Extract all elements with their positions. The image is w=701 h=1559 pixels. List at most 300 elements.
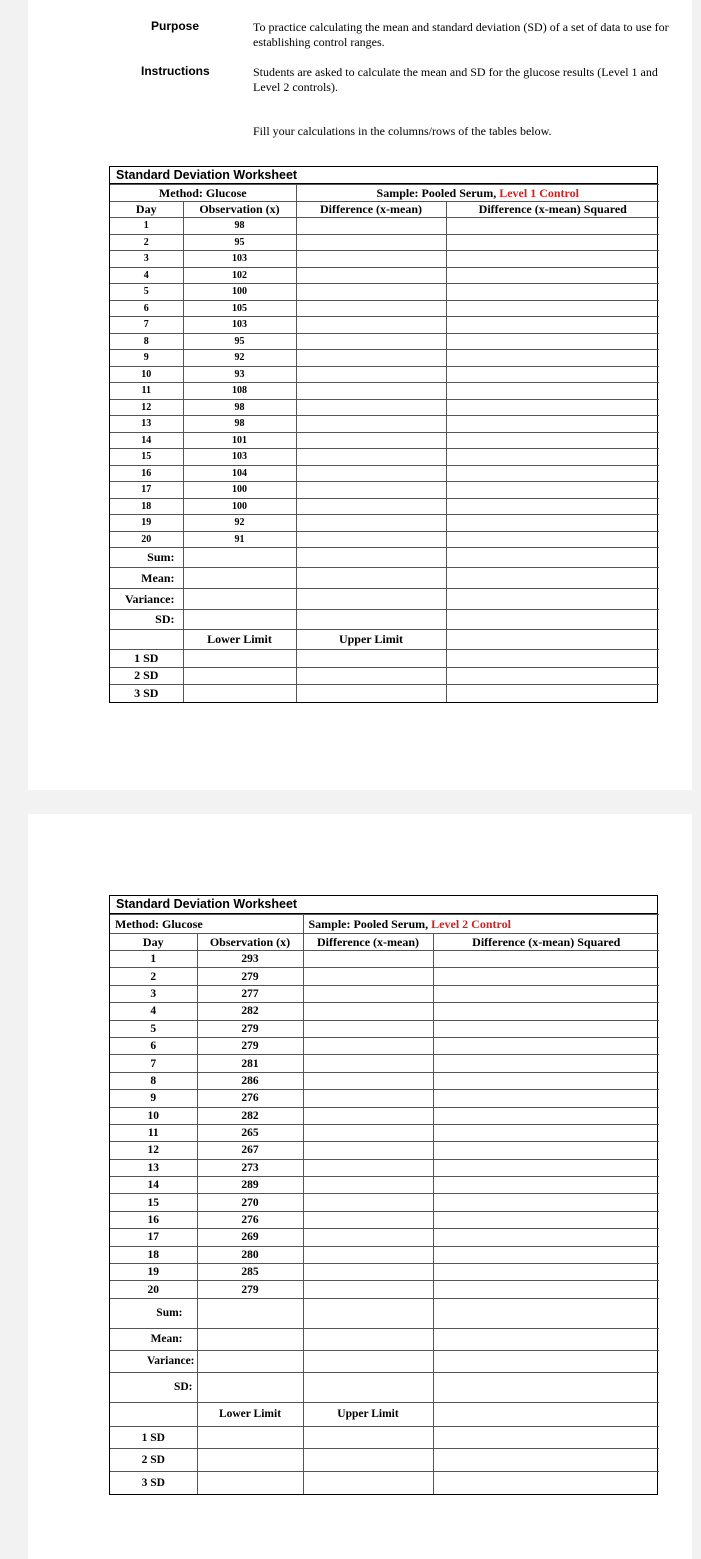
table-row (110, 350, 659, 367)
difference-cell[interactable] (303, 1107, 433, 1124)
day-cell: 7 (110, 1055, 197, 1072)
table-row (110, 1037, 659, 1054)
table-row (110, 968, 659, 985)
mean-squared-cell[interactable] (446, 568, 659, 589)
day-cell: 3 (110, 985, 197, 1002)
day-cell: 15 (110, 1194, 197, 1211)
observation-cell: 98 (183, 416, 296, 433)
difference-cell[interactable] (296, 366, 446, 383)
col-header-observation: Observation (x) (197, 934, 303, 951)
observation-cell: 282 (197, 1107, 303, 1124)
day-cell: 6 (110, 300, 183, 317)
sd-squared-cell[interactable] (433, 1372, 659, 1402)
purpose-text: To practice calculating the mean and standard deviation (SD) of a set of data to use for establishing control ranges. (253, 20, 669, 49)
table-row (110, 1177, 659, 1194)
sd-range-label-3: 3 SD (110, 1471, 197, 1494)
difference-cell[interactable] (296, 300, 446, 317)
upper-limit-cell[interactable] (303, 1449, 433, 1472)
day-cell: 14 (110, 1177, 197, 1194)
extra-cell[interactable] (446, 667, 659, 685)
observation-cell: 103 (183, 449, 296, 466)
squared-cell[interactable] (446, 531, 659, 548)
squared-cell[interactable] (433, 1020, 659, 1037)
difference-cell[interactable] (296, 449, 446, 466)
difference-cell[interactable] (303, 1124, 433, 1141)
worksheet-title: Standard Deviation Worksheet (110, 896, 657, 914)
upper-limit-cell[interactable] (296, 685, 446, 703)
difference-cell[interactable] (303, 1211, 433, 1228)
day-cell: 5 (110, 1020, 197, 1037)
observation-cell: 293 (197, 951, 303, 968)
squared-cell[interactable] (446, 366, 659, 383)
table-row (110, 333, 659, 350)
fill-instructions: Fill your calculations in the columns/rows of the tables below. (253, 124, 552, 138)
table-row (110, 1246, 659, 1263)
sum-label: Sum: (110, 548, 183, 568)
sample-level: Level 2 Control (431, 916, 511, 931)
observation-cell: 267 (197, 1142, 303, 1159)
observation-cell: 100 (183, 284, 296, 301)
squared-cell[interactable] (433, 1177, 659, 1194)
table-row (110, 234, 659, 251)
variance-squared-cell[interactable] (433, 1350, 659, 1372)
day-cell: 2 (110, 234, 183, 251)
day-cell: 8 (110, 1072, 197, 1089)
squared-cell[interactable] (433, 1124, 659, 1141)
squared-cell[interactable] (433, 1194, 659, 1211)
extra-cell[interactable] (446, 650, 659, 668)
lower-limit-header: Lower Limit (183, 630, 296, 650)
observation-cell: 273 (197, 1159, 303, 1176)
sum-squared-cell[interactable] (446, 548, 659, 568)
day-cell: 18 (110, 498, 183, 515)
difference-cell[interactable] (303, 1055, 433, 1072)
squared-cell[interactable] (433, 1281, 659, 1298)
table-row (110, 465, 659, 482)
difference-cell[interactable] (303, 1037, 433, 1054)
day-cell: 13 (110, 1159, 197, 1176)
sample-cell (296, 185, 659, 202)
difference-cell[interactable] (303, 951, 433, 968)
day-cell: 2 (110, 968, 197, 985)
day-cell: 20 (110, 531, 183, 548)
squared-cell[interactable] (446, 383, 659, 400)
squared-cell[interactable] (446, 317, 659, 334)
squared-cell[interactable] (446, 251, 659, 268)
difference-cell[interactable] (303, 968, 433, 985)
lower-limit-header: Lower Limit (197, 1402, 303, 1426)
squared-cell[interactable] (433, 1264, 659, 1281)
observation-cell: 91 (183, 531, 296, 548)
table-row (110, 432, 659, 449)
day-cell: 14 (110, 432, 183, 449)
squared-cell[interactable] (446, 218, 659, 235)
table-row (110, 1229, 659, 1246)
sd-range-row (110, 1471, 659, 1494)
table-row (110, 416, 659, 433)
squared-cell[interactable] (446, 234, 659, 251)
difference-cell[interactable] (296, 251, 446, 268)
sd-range-label-3: 3 SD (110, 685, 183, 703)
method-label: Method: Glucose (158, 185, 247, 200)
sd-label: SD: (110, 1372, 197, 1402)
day-cell: 12 (110, 1142, 197, 1159)
sd-range-label-1: 1 SD (110, 650, 183, 668)
table-row (110, 1159, 659, 1176)
limits-blank-cell-2 (446, 630, 659, 650)
page-1 (28, 0, 692, 790)
variance-row (110, 589, 659, 610)
table-row (110, 1124, 659, 1141)
lower-limit-cell[interactable] (197, 1449, 303, 1472)
upper-limit-cell[interactable] (303, 1426, 433, 1449)
mean-value-cell[interactable] (197, 1328, 303, 1350)
sd-label: SD: (110, 610, 183, 630)
difference-cell[interactable] (303, 1194, 433, 1211)
observation-cell: 276 (197, 1090, 303, 1107)
difference-cell[interactable] (296, 218, 446, 235)
day-cell: 19 (110, 515, 183, 532)
squared-cell[interactable] (446, 399, 659, 416)
sd-value-cell[interactable] (183, 610, 296, 630)
observation-cell: 103 (183, 317, 296, 334)
squared-cell[interactable] (433, 1090, 659, 1107)
variance-row (110, 1350, 659, 1372)
upper-limit-header: Upper Limit (303, 1402, 433, 1426)
table-row (110, 1194, 659, 1211)
sd-value-cell[interactable] (197, 1372, 303, 1402)
lower-limit-cell[interactable] (183, 650, 296, 668)
squared-cell[interactable] (446, 267, 659, 284)
table-row (110, 366, 659, 383)
variance-squared-cell[interactable] (446, 589, 659, 610)
difference-cell[interactable] (303, 1177, 433, 1194)
col-header-squared: Difference (x-mean) Squared (446, 202, 659, 218)
sd-range-row (110, 685, 659, 703)
table-row (110, 515, 659, 532)
worksheet-table (110, 914, 659, 1494)
day-cell: 4 (110, 267, 183, 284)
col-header-observation: Observation (x) (183, 202, 296, 218)
observation-cell: 102 (183, 267, 296, 284)
day-cell: 1 (110, 951, 197, 968)
observation-cell: 108 (183, 383, 296, 400)
sd-range-label-1: 1 SD (110, 1426, 197, 1449)
difference-cell[interactable] (296, 465, 446, 482)
sum-value-cell[interactable] (183, 548, 296, 568)
day-cell: 17 (110, 1229, 197, 1246)
col-header-squared: Difference (x-mean) Squared (433, 934, 659, 951)
squared-cell[interactable] (446, 449, 659, 466)
observation-cell: 92 (183, 515, 296, 532)
observation-cell: 100 (183, 482, 296, 499)
day-cell: 20 (110, 1281, 197, 1298)
mean-row (110, 568, 659, 589)
observation-cell: 98 (183, 399, 296, 416)
col-header-day: Day (110, 934, 197, 951)
difference-cell[interactable] (296, 531, 446, 548)
difference-cell[interactable] (303, 1020, 433, 1037)
method-cell (110, 915, 303, 934)
squared-cell[interactable] (446, 284, 659, 301)
squared-cell[interactable] (433, 1055, 659, 1072)
table-row (110, 267, 659, 284)
upper-limit-cell[interactable] (303, 1471, 433, 1494)
difference-cell[interactable] (296, 333, 446, 350)
squared-cell[interactable] (446, 482, 659, 499)
observation-cell: 92 (183, 350, 296, 367)
day-cell: 6 (110, 1037, 197, 1054)
difference-cell[interactable] (303, 1281, 433, 1298)
difference-cell[interactable] (303, 1142, 433, 1159)
sum-difference-cell[interactable] (303, 1298, 433, 1328)
limits-blank-cell (110, 1402, 197, 1426)
observation-cell: 279 (197, 1037, 303, 1054)
observation-cell: 281 (197, 1055, 303, 1072)
squared-cell[interactable] (433, 1211, 659, 1228)
sd-squared-cell[interactable] (446, 610, 659, 630)
squared-cell[interactable] (433, 1107, 659, 1124)
difference-cell[interactable] (296, 234, 446, 251)
sd-row (110, 610, 659, 630)
col-header-difference: Difference (x-mean) (303, 934, 433, 951)
table-row (110, 317, 659, 334)
table-row (110, 1090, 659, 1107)
sum-value-cell[interactable] (197, 1298, 303, 1328)
sd-row (110, 1372, 659, 1402)
worksheet-table (110, 184, 659, 702)
sum-label: Sum: (110, 1298, 197, 1328)
squared-cell[interactable] (446, 432, 659, 449)
difference-cell[interactable] (296, 432, 446, 449)
squared-cell[interactable] (433, 985, 659, 1002)
squared-cell[interactable] (433, 1037, 659, 1054)
table-row (110, 531, 659, 548)
mean-difference-cell[interactable] (303, 1328, 433, 1350)
extra-cell[interactable] (433, 1426, 659, 1449)
observation-cell: 95 (183, 234, 296, 251)
day-cell: 12 (110, 399, 183, 416)
worksheet-level-2 (109, 895, 658, 1495)
table-row (110, 1003, 659, 1020)
squared-cell[interactable] (433, 1229, 659, 1246)
squared-cell[interactable] (446, 300, 659, 317)
sd-range-label-2: 2 SD (110, 1449, 197, 1472)
difference-cell[interactable] (296, 498, 446, 515)
difference-cell[interactable] (296, 515, 446, 532)
observation-cell: 282 (197, 1003, 303, 1020)
mean-difference-cell[interactable] (296, 568, 446, 589)
sum-row (110, 1298, 659, 1328)
sample-label: Sample: Pooled Serum, (376, 185, 500, 200)
observation-cell: 269 (197, 1229, 303, 1246)
observation-cell: 105 (183, 300, 296, 317)
difference-cell[interactable] (296, 317, 446, 334)
table-row (110, 1264, 659, 1281)
variance-value-cell[interactable] (197, 1350, 303, 1372)
extra-cell[interactable] (446, 685, 659, 703)
upper-limit-cell[interactable] (296, 650, 446, 668)
limits-header-row (110, 1402, 659, 1426)
variance-value-cell[interactable] (183, 589, 296, 610)
day-cell: 8 (110, 333, 183, 350)
observation-cell: 265 (197, 1124, 303, 1141)
difference-cell[interactable] (303, 1090, 433, 1107)
method-cell (110, 185, 296, 202)
observation-cell: 103 (183, 251, 296, 268)
observation-cell: 289 (197, 1177, 303, 1194)
sd-range-label-2: 2 SD (110, 667, 183, 685)
squared-cell[interactable] (446, 416, 659, 433)
extra-cell[interactable] (433, 1449, 659, 1472)
day-cell: 4 (110, 1003, 197, 1020)
difference-cell[interactable] (296, 284, 446, 301)
observation-cell: 279 (197, 1020, 303, 1037)
table-row (110, 218, 659, 235)
sample-cell (303, 915, 659, 934)
difference-cell[interactable] (296, 267, 446, 284)
day-cell: 9 (110, 1090, 197, 1107)
sample-label: Sample: Pooled Serum, (308, 916, 432, 931)
lower-limit-cell[interactable] (197, 1426, 303, 1449)
lower-limit-cell[interactable] (183, 685, 296, 703)
observation-cell: 104 (183, 465, 296, 482)
variance-label: Variance: (110, 1350, 197, 1372)
instructions-label: Instructions (141, 64, 210, 78)
day-cell: 10 (110, 366, 183, 383)
difference-cell[interactable] (296, 482, 446, 499)
upper-limit-header: Upper Limit (296, 630, 446, 650)
squared-cell[interactable] (446, 333, 659, 350)
squared-cell[interactable] (433, 1142, 659, 1159)
day-cell: 13 (110, 416, 183, 433)
observation-cell: 270 (197, 1194, 303, 1211)
sd-difference-cell[interactable] (296, 610, 446, 630)
difference-cell[interactable] (296, 383, 446, 400)
worksheet-title: Standard Deviation Worksheet (110, 167, 657, 184)
day-cell: 19 (110, 1264, 197, 1281)
observation-cell: 285 (197, 1264, 303, 1281)
table-row (110, 251, 659, 268)
squared-cell[interactable] (446, 350, 659, 367)
sample-level: Level 1 Control (499, 185, 579, 200)
squared-cell[interactable] (446, 498, 659, 515)
difference-cell[interactable] (303, 1159, 433, 1176)
variance-difference-cell[interactable] (296, 589, 446, 610)
difference-cell[interactable] (303, 1229, 433, 1246)
table-row (110, 1020, 659, 1037)
squared-cell[interactable] (433, 968, 659, 985)
day-cell: 15 (110, 449, 183, 466)
observation-cell: 100 (183, 498, 296, 515)
sd-range-row (110, 650, 659, 668)
table-row (110, 1055, 659, 1072)
mean-value-cell[interactable] (183, 568, 296, 589)
table-row (110, 1072, 659, 1089)
day-cell: 3 (110, 251, 183, 268)
squared-cell[interactable] (433, 1003, 659, 1020)
sum-difference-cell[interactable] (296, 548, 446, 568)
day-cell: 16 (110, 465, 183, 482)
table-row (110, 383, 659, 400)
mean-squared-cell[interactable] (433, 1328, 659, 1350)
sd-difference-cell[interactable] (303, 1372, 433, 1402)
variance-label: Variance: (110, 589, 183, 610)
difference-cell[interactable] (303, 1003, 433, 1020)
squared-cell[interactable] (433, 1246, 659, 1263)
difference-cell[interactable] (303, 1072, 433, 1089)
lower-limit-cell[interactable] (183, 667, 296, 685)
day-cell: 5 (110, 284, 183, 301)
squared-cell[interactable] (433, 951, 659, 968)
col-header-day: Day (110, 202, 183, 218)
squared-cell[interactable] (433, 1072, 659, 1089)
squared-cell[interactable] (446, 515, 659, 532)
observation-cell: 277 (197, 985, 303, 1002)
difference-cell[interactable] (303, 1246, 433, 1263)
difference-cell[interactable] (296, 350, 446, 367)
col-header-difference: Difference (x-mean) (296, 202, 446, 218)
limits-blank-cell-2 (433, 1402, 659, 1426)
observation-cell: 101 (183, 432, 296, 449)
difference-cell[interactable] (303, 985, 433, 1002)
sum-squared-cell[interactable] (433, 1298, 659, 1328)
difference-cell[interactable] (296, 399, 446, 416)
variance-difference-cell[interactable] (303, 1350, 433, 1372)
table-row (110, 1107, 659, 1124)
observation-cell: 280 (197, 1246, 303, 1263)
table-row (110, 482, 659, 499)
day-cell: 9 (110, 350, 183, 367)
observation-cell: 93 (183, 366, 296, 383)
mean-label: Mean: (110, 568, 183, 589)
table-row (110, 498, 659, 515)
table-row (110, 399, 659, 416)
table-row (110, 1281, 659, 1298)
observation-cell: 276 (197, 1211, 303, 1228)
instructions-text: Students are asked to calculate the mean and SD for the glucose results (Level 1 and Level 2 controls). (253, 65, 658, 94)
table-row (110, 449, 659, 466)
day-cell: 17 (110, 482, 183, 499)
lower-limit-cell[interactable] (197, 1471, 303, 1494)
mean-label: Mean: (110, 1328, 197, 1350)
mean-row (110, 1328, 659, 1350)
table-row (110, 951, 659, 968)
upper-limit-cell[interactable] (296, 667, 446, 685)
squared-cell[interactable] (446, 465, 659, 482)
table-row (110, 284, 659, 301)
observation-cell: 95 (183, 333, 296, 350)
page-2 (28, 814, 692, 1559)
extra-cell[interactable] (433, 1471, 659, 1494)
sd-range-row (110, 1449, 659, 1472)
table-row (110, 1142, 659, 1159)
squared-cell[interactable] (433, 1159, 659, 1176)
difference-cell[interactable] (296, 416, 446, 433)
table-row (110, 300, 659, 317)
observation-cell: 98 (183, 218, 296, 235)
day-cell: 18 (110, 1246, 197, 1263)
difference-cell[interactable] (303, 1264, 433, 1281)
sd-range-row (110, 667, 659, 685)
day-cell: 7 (110, 317, 183, 334)
day-cell: 16 (110, 1211, 197, 1228)
limits-header-row (110, 630, 659, 650)
limits-blank-cell (110, 630, 183, 650)
observation-cell: 286 (197, 1072, 303, 1089)
day-cell: 11 (110, 383, 183, 400)
day-cell: 11 (110, 1124, 197, 1141)
